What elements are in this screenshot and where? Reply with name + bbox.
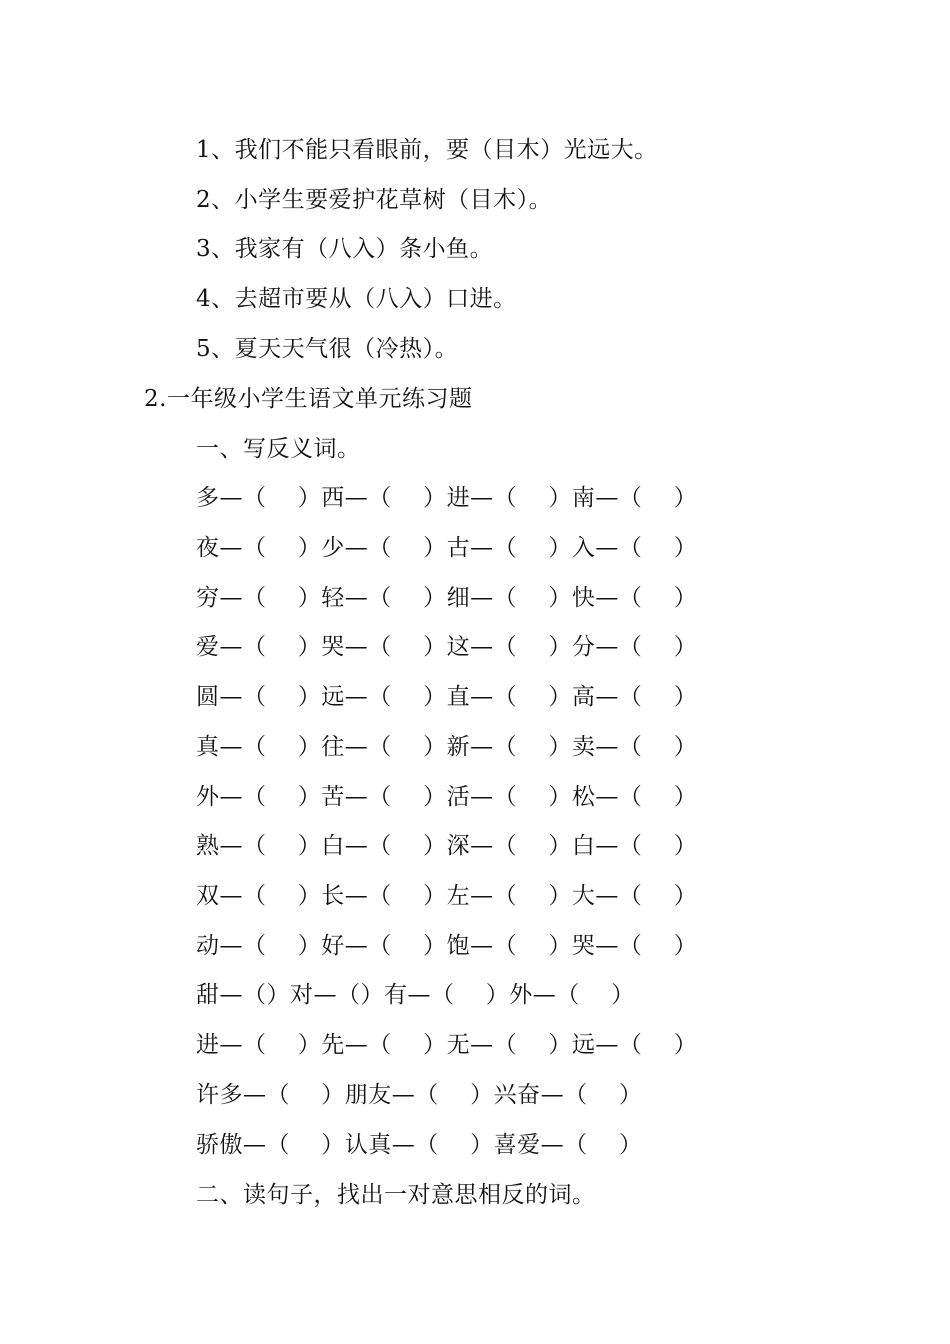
antonym-row: 爱—（ ）哭—（ ）这—（ ）分—（ ） xyxy=(196,634,698,660)
antonym-row: 穷—（ ）轻—（ ）细—（ ）快—（ ） xyxy=(196,585,698,611)
sentence-1: 1、我们不能只看眼前，要（目木）光远大。 xyxy=(196,137,658,163)
antonym-row: 多—（ ）西—（ ）进—（ ）南—（ ） xyxy=(196,485,698,511)
sentence-4: 4、去超市要从（八入）口进。 xyxy=(196,286,517,312)
antonym-row: 外—（ ）苦—（ ）活—（ ）松—（ ） xyxy=(196,784,698,810)
antonym-row: 熟—（ ）白—（ ）深—（ ）白—（ ） xyxy=(196,833,698,859)
antonym-row: 进—（ ）先—（ ）无—（ ）远—（ ） xyxy=(196,1032,698,1058)
antonym-row: 真—（ ）往—（ ）新—（ ）卖—（ ） xyxy=(196,734,698,760)
antonym-row: 圆—（ ）远—（ ）直—（ ）高—（ ） xyxy=(196,684,698,710)
sub-heading-antonyms: 一、写反义词。 xyxy=(196,436,361,462)
antonym-row: 骄傲—（ ）认真—（ ）喜爱—（ ） xyxy=(196,1132,643,1158)
sentence-3: 3、我家有（八入）条小鱼。 xyxy=(196,236,494,262)
antonym-row: 双—（ ）长—（ ）左—（ ）大—（ ） xyxy=(196,883,698,909)
sentence-5: 5、夏天天气很（冷热）。 xyxy=(196,336,459,362)
section-title: 2.一年级小学生语文单元练习题 xyxy=(144,386,473,412)
antonym-row: 许多—（ ）朋友—（ ）兴奋—（ ） xyxy=(196,1082,643,1108)
sub-heading-sentences: 二、读句子，找出一对意思相反的词。 xyxy=(196,1182,596,1208)
sentence-2: 2、小学生要爱护花草树（目木）。 xyxy=(196,187,553,213)
antonym-row: 夜—（ ）少—（ ）古—（ ）入—（ ） xyxy=(196,535,698,561)
antonym-row: 甜—（）对—（）有—（ ）外—（ ） xyxy=(196,982,635,1008)
antonym-row: 动—（ ）好—（ ）饱—（ ）哭—（ ） xyxy=(196,933,698,959)
